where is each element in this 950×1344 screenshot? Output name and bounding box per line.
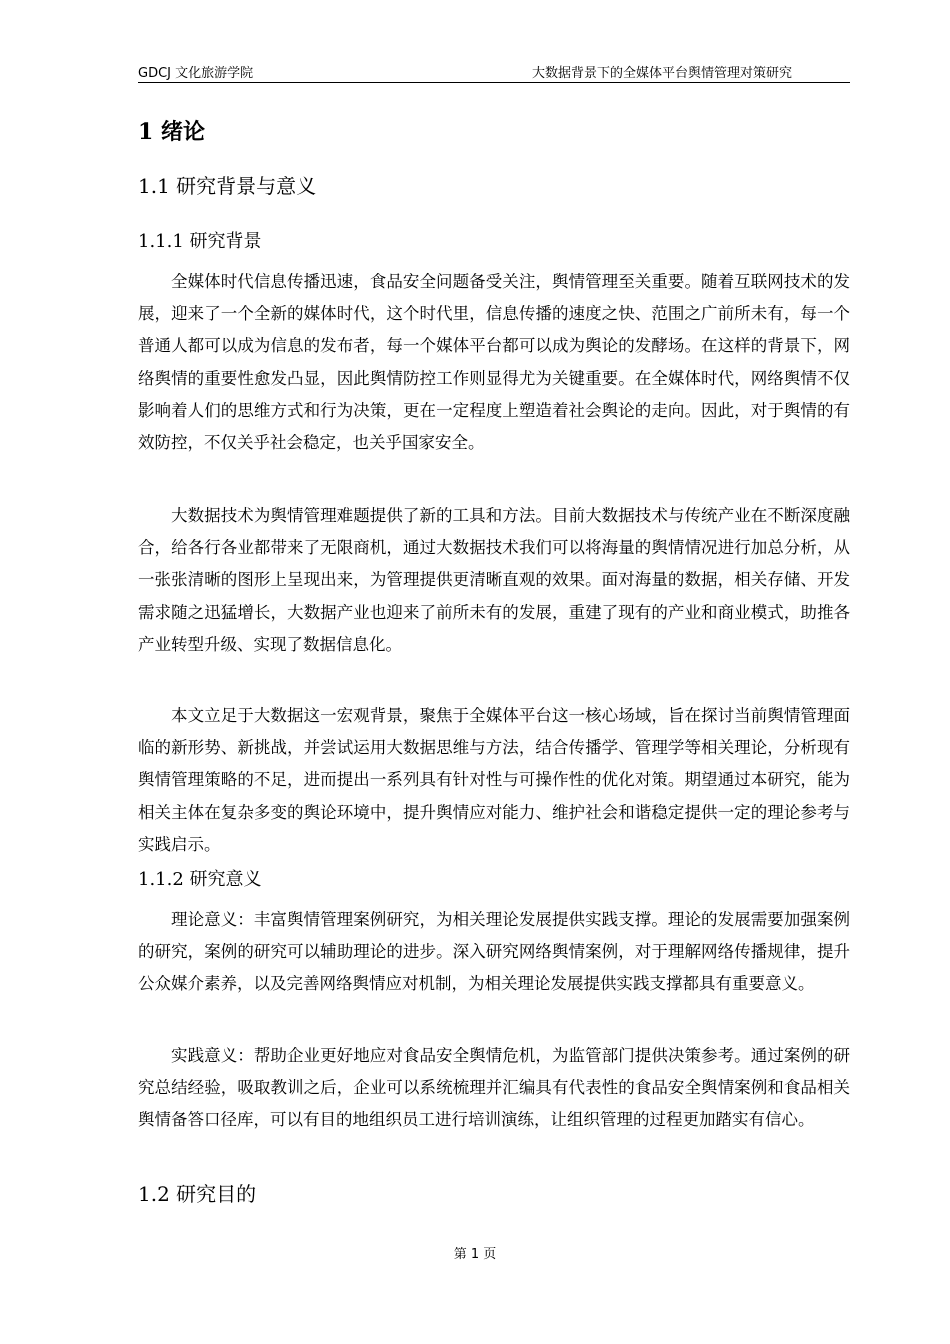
header-paper-title: 大数据背景下的全媒体平台舆情管理对策研究 bbox=[531, 66, 792, 81]
page-number: 第 1 页 bbox=[453, 1247, 497, 1262]
paragraph-significance-theory: 理论意义：丰富舆情管理案例研究，为相关理论发展提供实践支撑。理论的发展需要加强案例的研究，案例的研究可以辅助理论的进步。深入研究网络舆情案例，对于理解网络传播规律，提升公众媒介素养，以及完善网络舆情应对机制，为相关理论发展提供实践支撑都具有重要意义。 bbox=[138, 910, 850, 994]
section-heading-background-significance: 1.1 研究背景与意义 bbox=[138, 174, 317, 198]
header-institution: GDCJ 文化旅游学院 bbox=[138, 66, 254, 81]
subsection-heading-background: 1.1.1 研究背景 bbox=[138, 231, 262, 252]
subsection-heading-significance: 1.1.2 研究意义 bbox=[138, 869, 262, 890]
chapter-heading: 1 绪论 bbox=[138, 119, 205, 145]
paragraph-significance-practice: 实践意义：帮助企业更好地应对食品安全舆情危机，为监管部门提供决策参考。通过案例的研究总结经验，吸取教训之后，企业可以系统梳理并汇编具有代表性的食品安全舆情案例和食品相关舆情备答口径库，可以有目的地组织员工进行培训演练，让组织管理的过程更加踏实有信心。 bbox=[138, 1046, 850, 1130]
paragraph-background-3: 本文立足于大数据这一宏观背景，聚焦于全媒体平台这一核心场域，旨在探讨当前舆情管理面临的新形势、新挑战，并尝试运用大数据思维与方法，结合传播学、管理学等相关理论，分析现有舆情管理策略的不足，进而提出一系列具有针对性与可操作性的优化对策。期望通过本研究，能为相关主体在复杂多变的舆论环境中，提升舆情应对能力、维护社会和谐稳定提供一定的理论参考与实践启示。 bbox=[138, 706, 850, 854]
paragraph-background-2: 大数据技术为舆情管理难题提供了新的工具和方法。目前大数据技术与传统产业在不断深度融合，给各行各业都带来了无限商机，通过大数据技术我们可以将海量的舆情情况进行加总分析，从一张张清晰的图形上呈现出来，为管理提供更清晰直观的效果。面对海量的数据，相关存储、开发需求随之迅猛增长，大数据产业也迎来了前所未有的发展，重建了现有的产业和商业模式，助推各产业转型升级、实现了数据信息化。 bbox=[138, 506, 850, 654]
paragraph-background-1: 全媒体时代信息传播迅速，食品安全问题备受关注，舆情管理至关重要。随着互联网技术的发展，迎来了一个全新的媒体时代，这个时代里，信息传播的速度之快、范围之广前所未有，每一个普通人都可以成为信息的发布者，每一个媒体平台都可以成为舆论的发酵场。在这样的背景下，网络舆情的重要性愈发凸显，因此舆情防控工作则显得尤为关键重要。在全媒体时代，网络舆情不仅影响着人们的思维方式和行为决策，更在一定程度上塑造着社会舆论的走向。因此，对于舆情的有效防控，不仅关乎社会稳定，也关乎国家安全。 bbox=[138, 272, 850, 453]
section-heading-objective: 1.2 研究目的 bbox=[138, 1182, 257, 1206]
running-header bbox=[138, 66, 850, 83]
